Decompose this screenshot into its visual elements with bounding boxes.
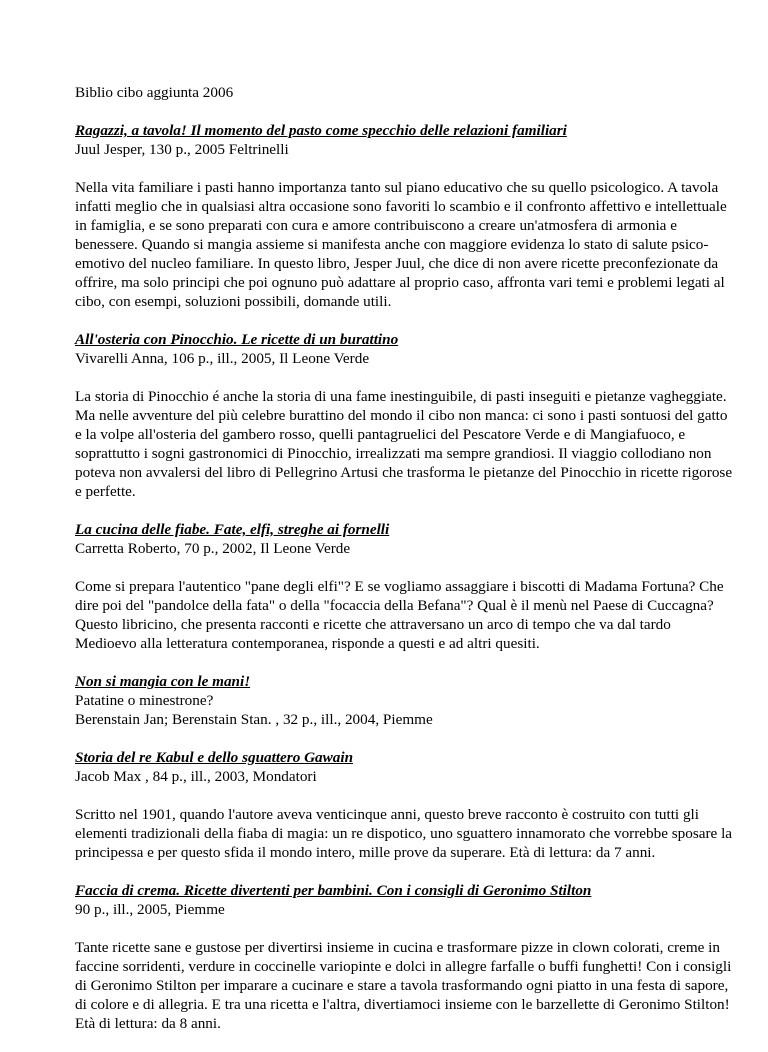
book-title: Storia del re Kabul e dello sguattero Gawain — [75, 749, 354, 766]
book-title: Non si mangia con le mani! — [75, 673, 251, 690]
book-title: All'osteria con Pinocchio. Le ricette di un burattino — [75, 331, 399, 348]
book-description: Come si prepara l'autentico "pane degli elfi"? E se vogliamo assaggiare i biscotti di Madama Fortuna? Che dire poi del "pandolce della fata" o della "focaccia della Befana"? Qual è il menù nel Paese di Cuccagna? Questo libricino, che presenta racconti e ricette che attraversano un arco di tempo che va dal tardo Medioevo alla letteratura contemporanea, risponde a questi e ad altri quesiti. — [75, 578, 724, 652]
book-meta: Juul Jesper, 130 p., 2005 Feltrinelli — [75, 141, 289, 158]
book-entry — [75, 121, 735, 311]
book-entry — [75, 330, 735, 501]
book-meta: Jacob Max , 84 p., ill., 2003, Mondatori — [75, 768, 317, 785]
book-title: Faccia di crema. Ricette divertenti per bambini. Con i consigli di Geronimo Stilton — [75, 882, 592, 899]
book-description: La storia di Pinocchio é anche la storia di una fame inestinguibile, di pasti inseguiti e pietanze vagheggiate. Ma nelle avventure del più celebre burattino del mondo il cibo non manca: ci sono i pasti sontuosi del gatto e la volpe all'osteria del gambero rosso, quelli pantagruelici del Pescatore Verde e di Mangiafuoco, e soprattutto i sogni gastronomici di Pinocchio, irrealizzati ma sempre grandiosi. Il viaggio collodiano non poteva non avvalersi del libro di Pellegrino Artusi che trasforma le pietanze del Pinocchio in ricette rigorose e perfette. — [75, 388, 733, 500]
book-meta: Carretta Roberto, 70 p., 2002, Il Leone Verde — [75, 540, 351, 557]
book-description: Scritto nel 1901, quando l'autore aveva venticinque anni, questo breve racconto è costruito con tutti gli elementi tradizionali della fiaba di magia: un re dispotico, uno sguattero innamorato che vorrebbe sposare la principessa e per questo sfida il mondo intero, mille prove da superare. Età di lettura: da 7 anni. — [75, 806, 733, 861]
book-title: La cucina delle fiabe. Fate, elfi, streghe ai fornelli — [75, 521, 390, 538]
book-entry — [75, 881, 735, 1033]
book-entry — [75, 520, 735, 653]
book-description: Tante ricette sane e gustose per divertirsi insieme in cucina e trasformare pizze in clown colorati, creme in faccine sorridenti, verdure in coccinelle variopinte e dolci in allegre farfalle o buffi funghetti! Con i consigli di Geronimo Stilton per imparare a cucinare e stare a tavola trasformando ogni piatto in una festa di sapore, di colore e di allegria. E tra una ricetta e l'altra, divertiamoci insieme con le barzellette di Geronimo Stilton! Età di lettura: da 8 anni. — [75, 939, 732, 1032]
document-page — [75, 83, 735, 1052]
book-meta: 90 p., ill., 2005, Piemme — [75, 901, 225, 918]
book-entry — [75, 748, 735, 862]
document-title: Biblio cibo aggiunta 2006 — [75, 84, 234, 101]
book-meta: Berenstain Jan; Berenstain Stan. , 32 p., ill., 2004, Piemme — [75, 711, 433, 728]
book-description: Nella vita familiare i pasti hanno importanza tanto sul piano educativo che su quello psicologico. A tavola infatti meglio che in qualsiasi altra occasione sono favoriti lo scambio e il confronto affettivo e intellettuale in famiglia, e se sono preparati con cura e amore contribuiscono a creare un'atmosfera di armonia e benessere. Quando si mangia assieme si manifesta anche con maggiore evidenza lo stato di salute psico-emotivo del nucleo familiare. In questo libro, Jesper Juul, che dice di non avere ricette preconfezionate da offrire, ma solo principi che poi ognuno può adattare al proprio caso, affronta vari temi e problemi legati al cibo, con esempi, soluzioni possibili, domande utili. — [75, 179, 727, 310]
book-title: Ragazzi, a tavola! Il momento del pasto come specchio delle relazioni familiari — [75, 122, 567, 139]
book-subtitle: Patatine o minestrone? — [75, 692, 214, 709]
book-meta: Vivarelli Anna, 106 p., ill., 2005, Il Leone Verde — [75, 350, 370, 367]
book-entry — [75, 672, 735, 729]
